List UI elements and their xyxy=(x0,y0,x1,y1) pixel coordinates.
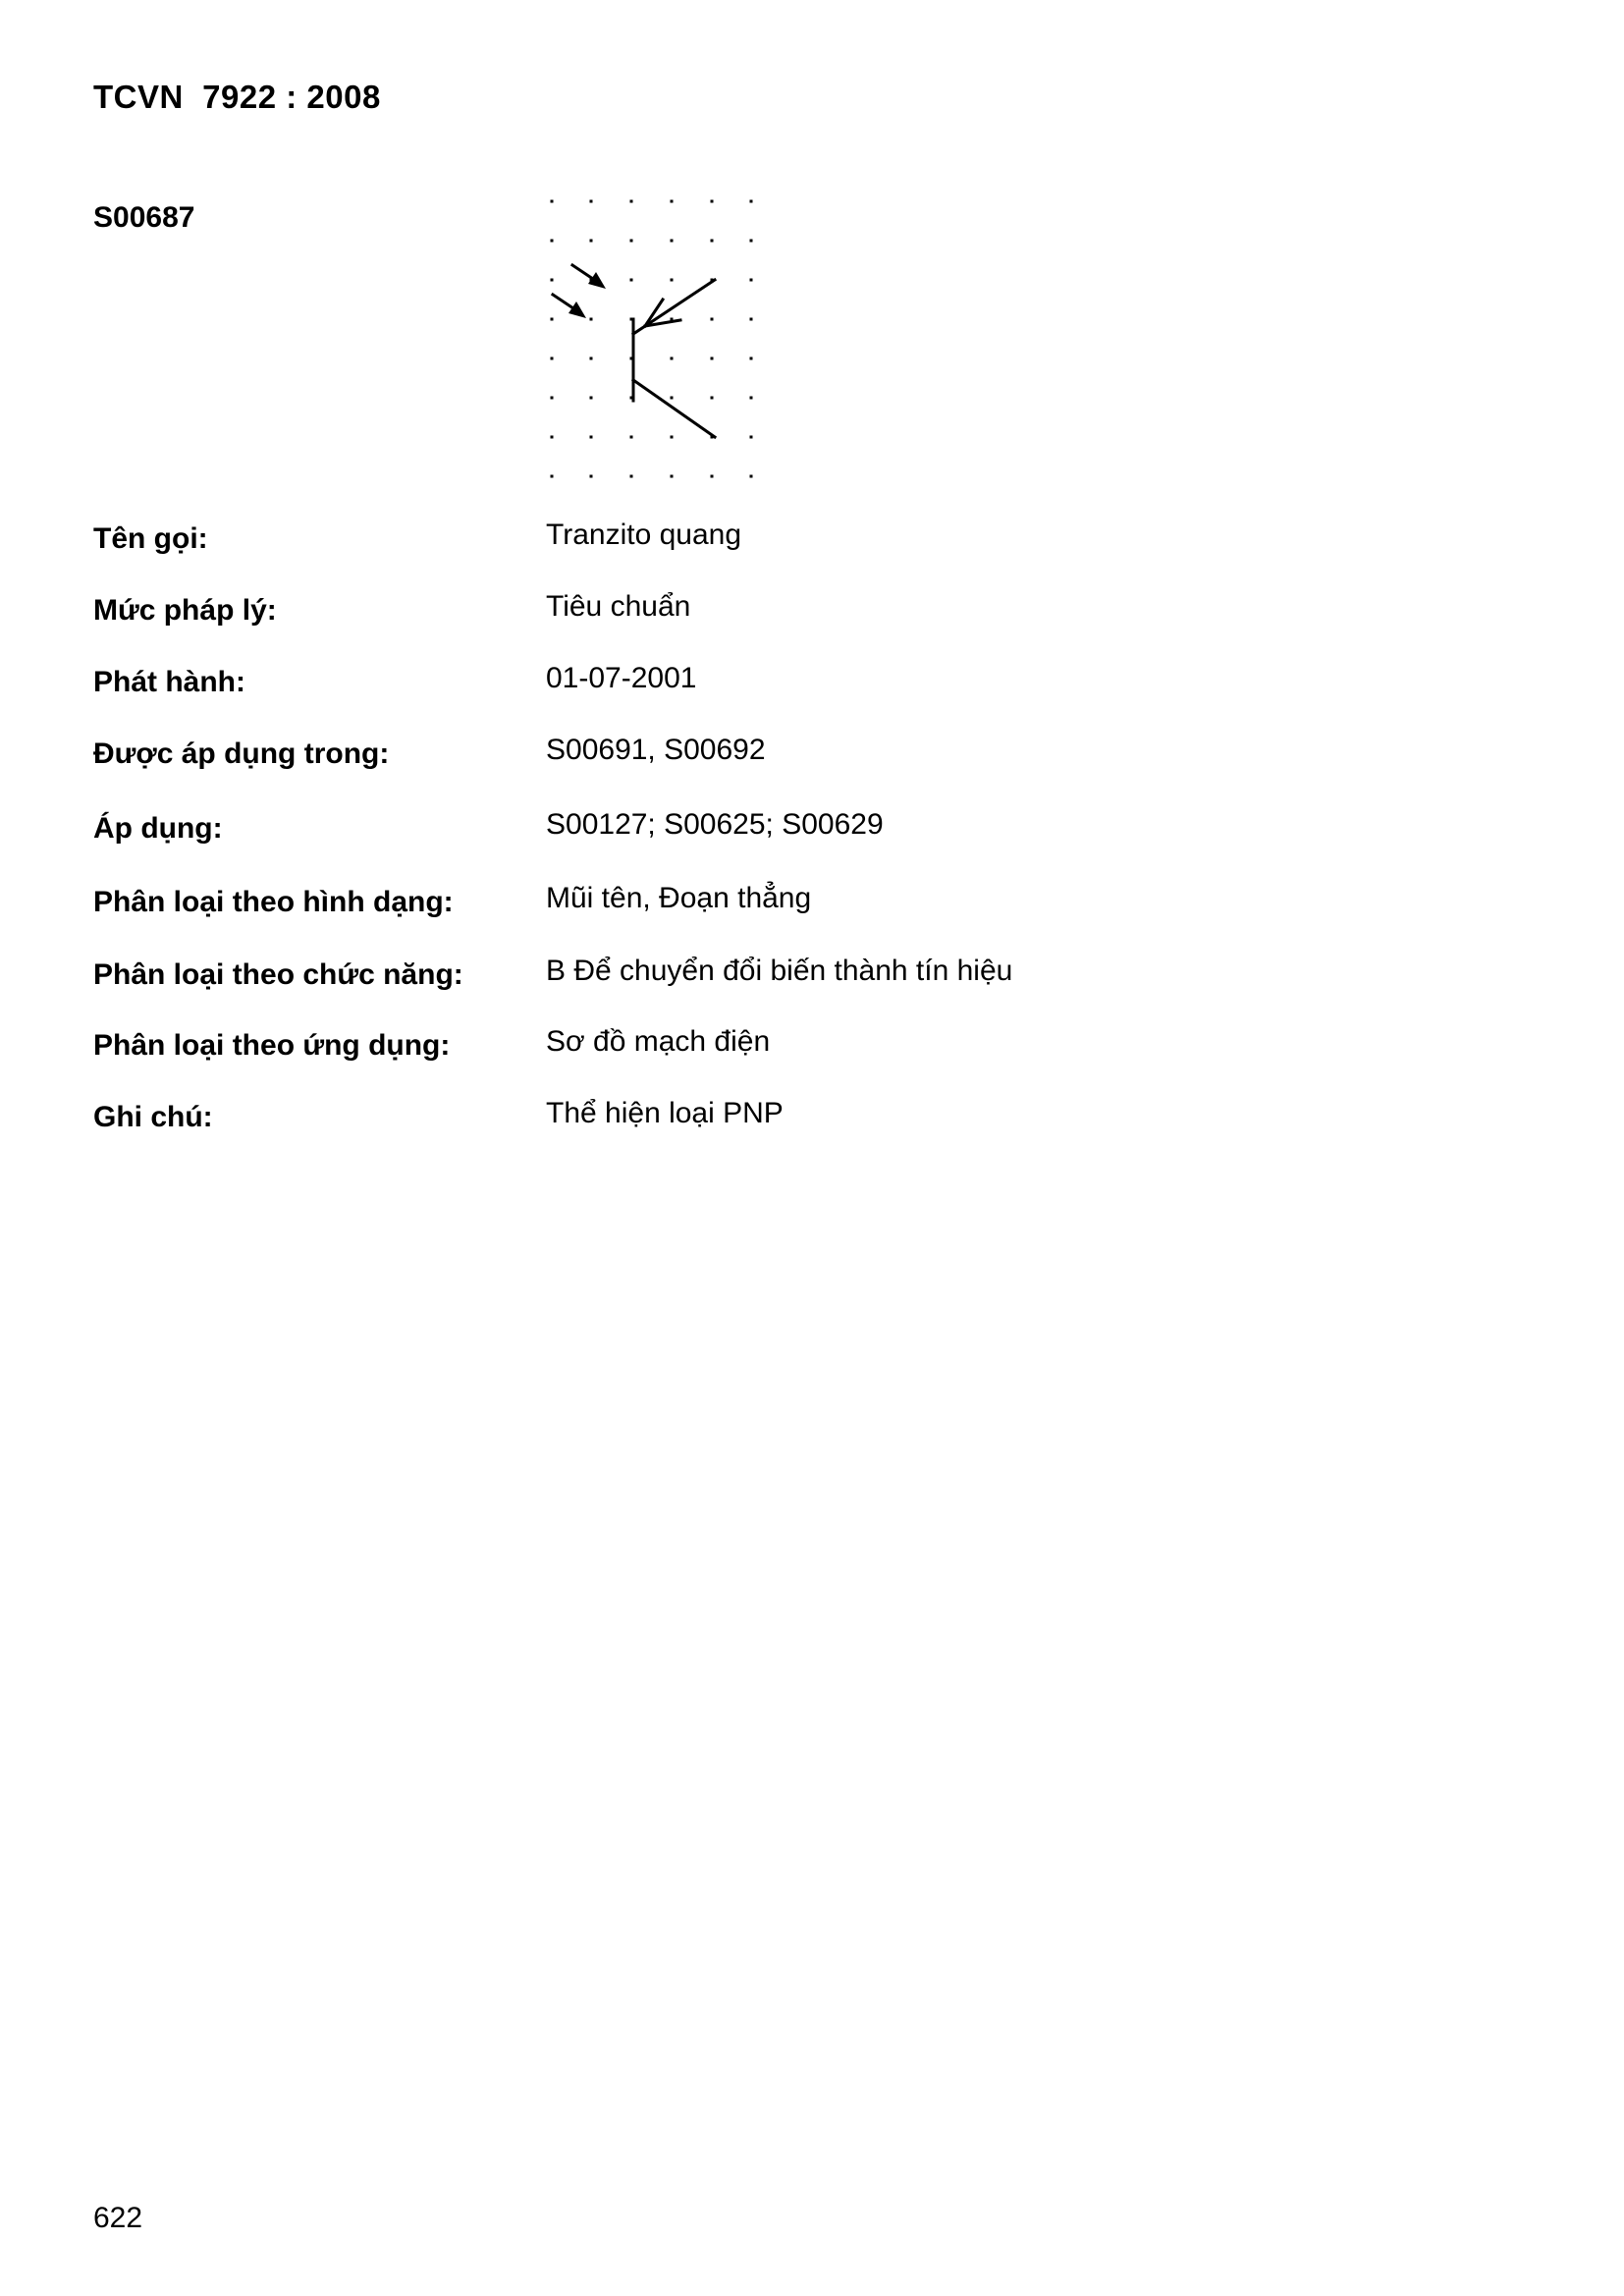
symbol-code: S00687 xyxy=(93,201,195,234)
grid-dot xyxy=(750,357,753,360)
grid-dot xyxy=(750,436,753,439)
property-label: Tên gọi: xyxy=(93,522,208,555)
property-row xyxy=(93,1025,1468,1068)
property-label: Phân loại theo hình dạng: xyxy=(93,886,454,918)
grid-dot xyxy=(750,279,753,282)
grid-dot xyxy=(551,279,554,282)
grid-dot xyxy=(590,436,593,439)
phototransistor-symbol-figure xyxy=(535,187,771,481)
property-value: S00691, S00692 xyxy=(546,734,766,766)
grid-dot xyxy=(711,397,714,400)
property-label: Mức pháp lý: xyxy=(93,594,277,627)
grid-dot xyxy=(590,357,593,360)
phototransistor-symbol xyxy=(553,265,715,437)
property-value: Tiêu chuẩn xyxy=(546,590,691,623)
grid-dot xyxy=(630,200,633,203)
grid-dot xyxy=(711,475,714,478)
grid-dot xyxy=(711,318,714,321)
property-label: Áp dụng: xyxy=(93,812,223,845)
grid-dot xyxy=(551,318,554,321)
property-value: 01-07-2001 xyxy=(546,662,697,694)
grid-dot xyxy=(630,475,633,478)
grid-dot xyxy=(551,475,554,478)
property-label: Được áp dụng trong: xyxy=(93,738,390,770)
grid-dot xyxy=(590,397,593,400)
grid-dot xyxy=(551,357,554,360)
property-value: Tranzito quang xyxy=(546,519,742,551)
property-value: Thể hiện loại PNP xyxy=(546,1097,784,1129)
property-row xyxy=(93,1097,1468,1140)
grid-dot xyxy=(630,436,633,439)
grid-dot xyxy=(590,200,593,203)
grid-dot xyxy=(711,357,714,360)
grid-dot xyxy=(671,436,674,439)
standard-title: TCVN 7922 : 2008 xyxy=(93,79,381,115)
property-row xyxy=(93,734,1468,777)
grid-dot xyxy=(671,279,674,282)
grid-dot xyxy=(711,200,714,203)
grid-dot xyxy=(671,397,674,400)
grid-dot xyxy=(590,240,593,243)
property-value: Sơ đồ mạch điện xyxy=(546,1025,771,1058)
grid-dot xyxy=(671,357,674,360)
light-arrowheads xyxy=(568,272,606,318)
grid-dot xyxy=(750,397,753,400)
grid-dot xyxy=(711,240,714,243)
property-value: B Để chuyển đổi biến thành tín hiệu xyxy=(546,955,1013,987)
grid-dot xyxy=(590,475,593,478)
property-label: Phân loại theo chức năng: xyxy=(93,958,463,991)
grid-dot xyxy=(551,397,554,400)
property-row xyxy=(93,662,1468,705)
grid-dot xyxy=(630,240,633,243)
grid-dot xyxy=(750,240,753,243)
property-label: Phát hành: xyxy=(93,666,245,698)
property-value: Mũi tên, Đoạn thẳng xyxy=(546,882,812,914)
property-row xyxy=(93,590,1468,633)
grid-dot xyxy=(551,200,554,203)
grid-dot xyxy=(750,475,753,478)
grid-dot xyxy=(590,318,593,321)
property-row xyxy=(93,808,1468,851)
page-number: 622 xyxy=(93,2202,143,2234)
grid-dot xyxy=(671,475,674,478)
grid-dots xyxy=(551,200,753,478)
property-row xyxy=(93,955,1468,998)
property-label: Ghi chú: xyxy=(93,1101,213,1133)
grid-dot xyxy=(551,436,554,439)
grid-dot xyxy=(671,200,674,203)
property-value: S00127; S00625; S00629 xyxy=(546,808,884,841)
property-row xyxy=(93,882,1468,925)
grid-dot xyxy=(750,200,753,203)
property-label: Phân loại theo ứng dụng: xyxy=(93,1029,451,1062)
grid-dot xyxy=(630,279,633,282)
grid-dot xyxy=(551,240,554,243)
grid-dot xyxy=(671,240,674,243)
property-row xyxy=(93,519,1468,562)
grid-dot xyxy=(750,318,753,321)
